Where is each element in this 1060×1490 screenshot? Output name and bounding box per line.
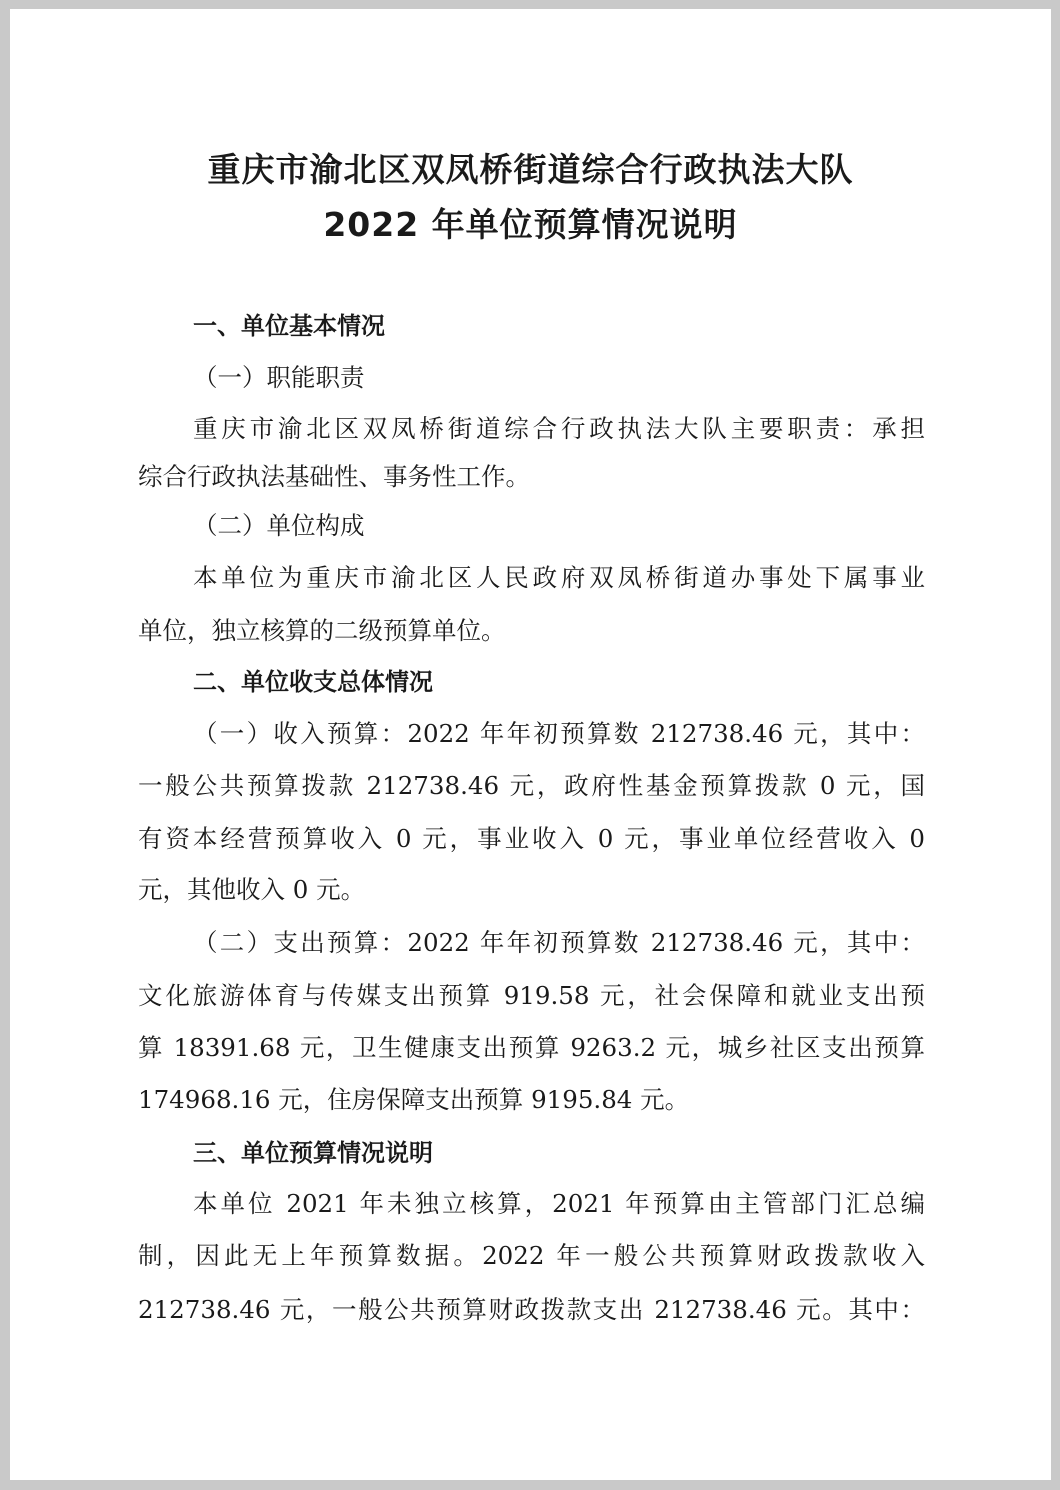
paragraph-line: （一）收入预算：2022 年年初预算数 212738.46 元，其中： [193, 719, 925, 748]
paragraph-line: （二）支出预算：2022 年年初预算数 212738.46 元，其中： [193, 928, 925, 957]
section-heading: 二、单位收支总体情况 [193, 668, 433, 696]
paragraph-line: 综合行政执法基础性、事务性工作。 [138, 462, 530, 491]
paragraph-line: 174968.16 元，住房保障支出预算 9195.84 元。 [138, 1085, 690, 1114]
paragraph-line: 元，其他收入 0 元。 [138, 875, 366, 904]
section-heading: 一、单位基本情况 [193, 312, 385, 340]
paragraph-line: 有资本经营预算收入 0 元，事业收入 0 元，事业单位经营收入 0 [138, 824, 925, 853]
paragraph-line: 一般公共预算拨款 212738.46 元，政府性基金预算拨款 0 元，国 [138, 771, 925, 800]
paragraph-line: 本单位 2021 年未独立核算，2021 年预算由主管部门汇总编 [193, 1189, 925, 1218]
section-heading: 三、单位预算情况说明 [193, 1139, 433, 1167]
subsection-heading: （一）职能职责 [193, 363, 365, 392]
subsection-heading: （二）单位构成 [193, 511, 365, 540]
paragraph-line: 算 18391.68 元，卫生健康支出预算 9263.2 元，城乡社区支出预算 [138, 1033, 925, 1062]
document-title-line1: 重庆市渝北区双凤桥街道综合行政执法大队 [207, 150, 854, 189]
paragraph-line: 212738.46 元，一般公共预算财政拨款支出 212738.46 元。其中： [138, 1295, 925, 1324]
paragraph-line: 重庆市渝北区双凤桥街道综合行政执法大队主要职责：承担 [193, 414, 925, 443]
paragraph-line: 本单位为重庆市渝北区人民政府双凤桥街道办事处下属事业 [193, 563, 925, 592]
paragraph-line: 单位，独立核算的二级预算单位。 [138, 616, 506, 645]
paragraph-line: 制，因此无上年预算数据。2022 年一般公共预算财政拨款收入 [138, 1241, 925, 1270]
paragraph-line: 文化旅游体育与传媒支出预算 919.58 元，社会保障和就业支出预 [138, 981, 925, 1010]
document-page [10, 9, 1051, 1480]
document-title-line2: 2022 年单位预算情况说明 [323, 205, 738, 244]
